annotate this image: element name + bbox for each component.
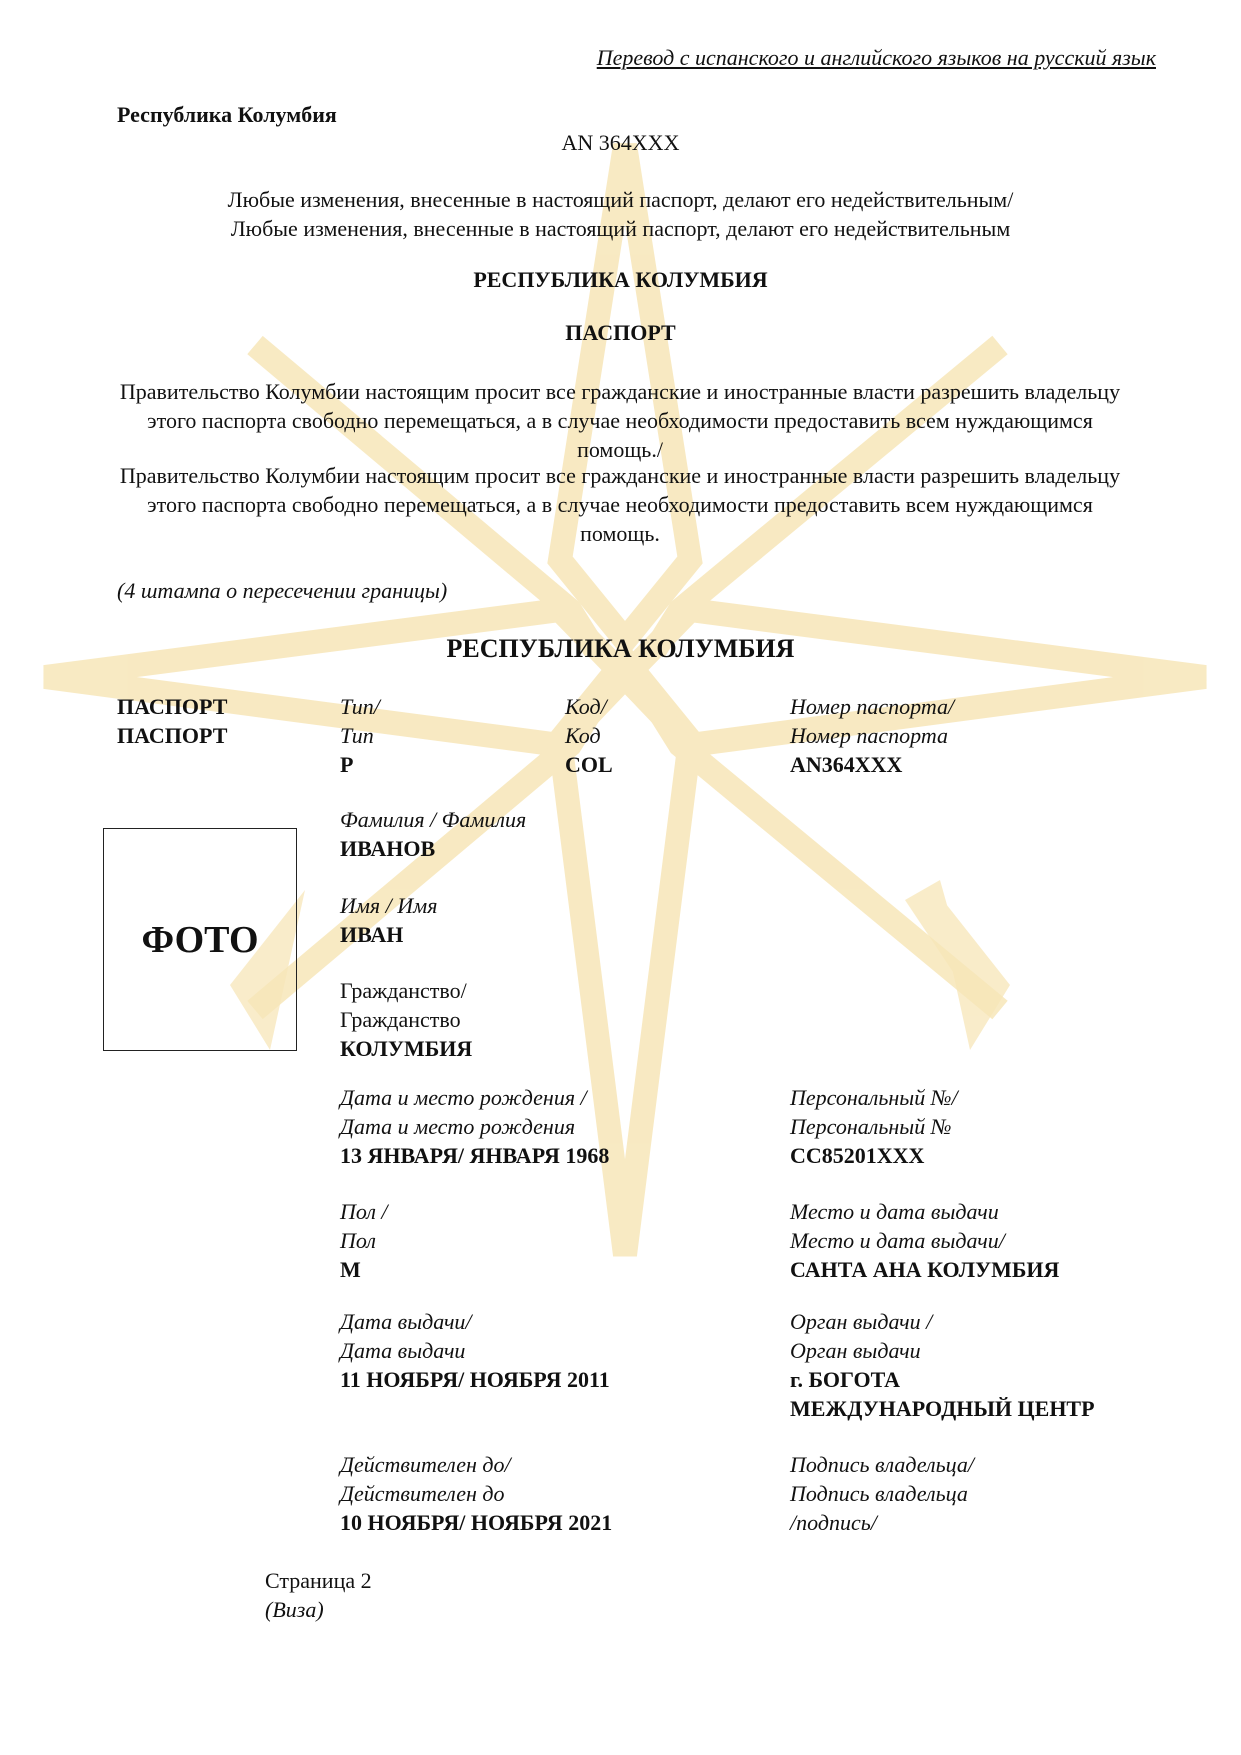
- page-number: Страница 2: [265, 1568, 372, 1593]
- type-value: P: [340, 752, 354, 777]
- photo-label: ФОТО: [141, 918, 259, 961]
- type-field: [340, 692, 380, 779]
- data-page-title: РЕСПУБЛИКА КОЛУМБИЯ: [446, 634, 795, 663]
- nationality-label: Гражданство/: [340, 978, 467, 1003]
- request-paragraph-2: Правительство Колумбии настоящим просит все гражданские и иностранные власти разрешить владельцу этого паспорта свободно перемещаться, а в случае необходимости предоставить всем нуждающимся помощь.: [119, 463, 1121, 546]
- place-of-issue-field: [790, 1197, 1059, 1284]
- valid-until-label: Действителен до: [340, 1481, 505, 1506]
- nationality-label: Гражданство: [340, 1007, 461, 1032]
- passport-number-field: [790, 692, 954, 779]
- passport-label-block: [117, 692, 227, 750]
- code-field: [565, 692, 613, 779]
- surname-value: ИВАНОВ: [340, 836, 436, 861]
- sex-label: Пол /: [340, 1199, 388, 1224]
- place-of-issue-value: САНТА АНА КОЛУМБИЯ: [790, 1257, 1060, 1282]
- type-label: Тип/: [340, 694, 380, 719]
- signature-value: /подпись/: [790, 1510, 877, 1535]
- title-passport: ПАСПОРТ: [565, 320, 676, 345]
- request-paragraph-1: Правительство Колумбии настоящим просит все гражданские и иностранные власти разрешить владельцу этого паспорта свободно перемещаться, а в случае необходимости предоставить всем нуждающимся помощь./: [119, 379, 1121, 462]
- nationality-value: КОЛУМБИЯ: [340, 1036, 473, 1061]
- passport-number-value: AN364XXX: [790, 752, 903, 777]
- authority-label: Орган выдачи: [790, 1338, 921, 1363]
- issue-date-field: [340, 1307, 610, 1394]
- valid-until-field: [340, 1450, 612, 1537]
- valid-until-value: 10 НОЯБРЯ/ НОЯБРЯ 2021: [340, 1510, 613, 1535]
- sex-value: M: [340, 1257, 361, 1282]
- signature-label: Подпись владельца: [790, 1481, 968, 1506]
- warning-line-2: Любые изменения, внесенные в настоящий паспорт, делают его недействительным: [230, 216, 1011, 241]
- birth-field: [340, 1083, 609, 1170]
- issue-date-label: Дата выдачи/: [340, 1309, 472, 1334]
- nationality-field: [340, 976, 472, 1063]
- personal-number-label: Персональный №: [790, 1114, 952, 1139]
- passport-serial: AN 364XXX: [561, 130, 680, 155]
- stamps-note: (4 штампа о пересечении границы): [117, 578, 448, 603]
- passport-number-label: Номер паспорта: [790, 723, 948, 748]
- visa-note: (Виза): [265, 1597, 324, 1622]
- birth-label: Дата и место рождения: [340, 1114, 576, 1139]
- issue-date-value: 11 НОЯБРЯ/ НОЯБРЯ 2011: [340, 1367, 610, 1392]
- place-of-issue-label: Место и дата выдачи: [790, 1199, 999, 1224]
- valid-until-label: Действителен до/: [340, 1452, 511, 1477]
- given-name-label: Имя / Имя: [340, 893, 438, 918]
- signature-field: [790, 1450, 974, 1537]
- personal-number-field: [790, 1083, 958, 1170]
- birth-value: 13 ЯНВАРЯ/ ЯНВАРЯ 1968: [340, 1143, 610, 1168]
- sex-field: [340, 1197, 388, 1284]
- warning-line-1: Любые изменения, внесенные в настоящий паспорт, делают его недействительным/: [227, 187, 1014, 212]
- signature-label: Подпись владельца/: [790, 1452, 975, 1477]
- code-label: Код/: [565, 694, 607, 719]
- given-name-value: ИВАН: [340, 922, 404, 947]
- issue-date-label: Дата выдачи: [340, 1338, 466, 1363]
- authority-value: МЕЖДУНАРОДНЫЙ ЦЕНТР: [790, 1396, 1095, 1421]
- place-of-issue-label: Место и дата выдачи/: [790, 1228, 1005, 1253]
- code-label: Код: [565, 723, 601, 748]
- photo-placeholder: [103, 828, 297, 1051]
- title-country: РЕСПУБЛИКА КОЛУМБИЯ: [473, 267, 768, 292]
- translation-note: Перевод с испанского и английского языков на русский язык: [596, 45, 1156, 70]
- country-heading-left: Республика Колумбия: [117, 102, 337, 127]
- passport-number-label: Номер паспорта/: [790, 694, 955, 719]
- type-label: Тип: [340, 723, 374, 748]
- authority-label: Орган выдачи /: [790, 1309, 933, 1334]
- passport-label: ПАСПОРТ: [117, 723, 228, 748]
- code-value: COL: [565, 752, 613, 777]
- passport-label: ПАСПОРТ: [117, 694, 228, 719]
- birth-label: Дата и место рождения /: [340, 1085, 587, 1110]
- authority-value: г. БОГОТА: [790, 1367, 901, 1392]
- surname-label: Фамилия / Фамилия: [340, 807, 527, 832]
- given-name-field: [340, 891, 437, 949]
- personal-number-label: Персональный №/: [790, 1085, 958, 1110]
- surname-field: [340, 805, 526, 863]
- sex-label: Пол: [340, 1228, 376, 1253]
- personal-number-value: CC85201XXX: [790, 1143, 925, 1168]
- authority-field: [790, 1307, 1095, 1423]
